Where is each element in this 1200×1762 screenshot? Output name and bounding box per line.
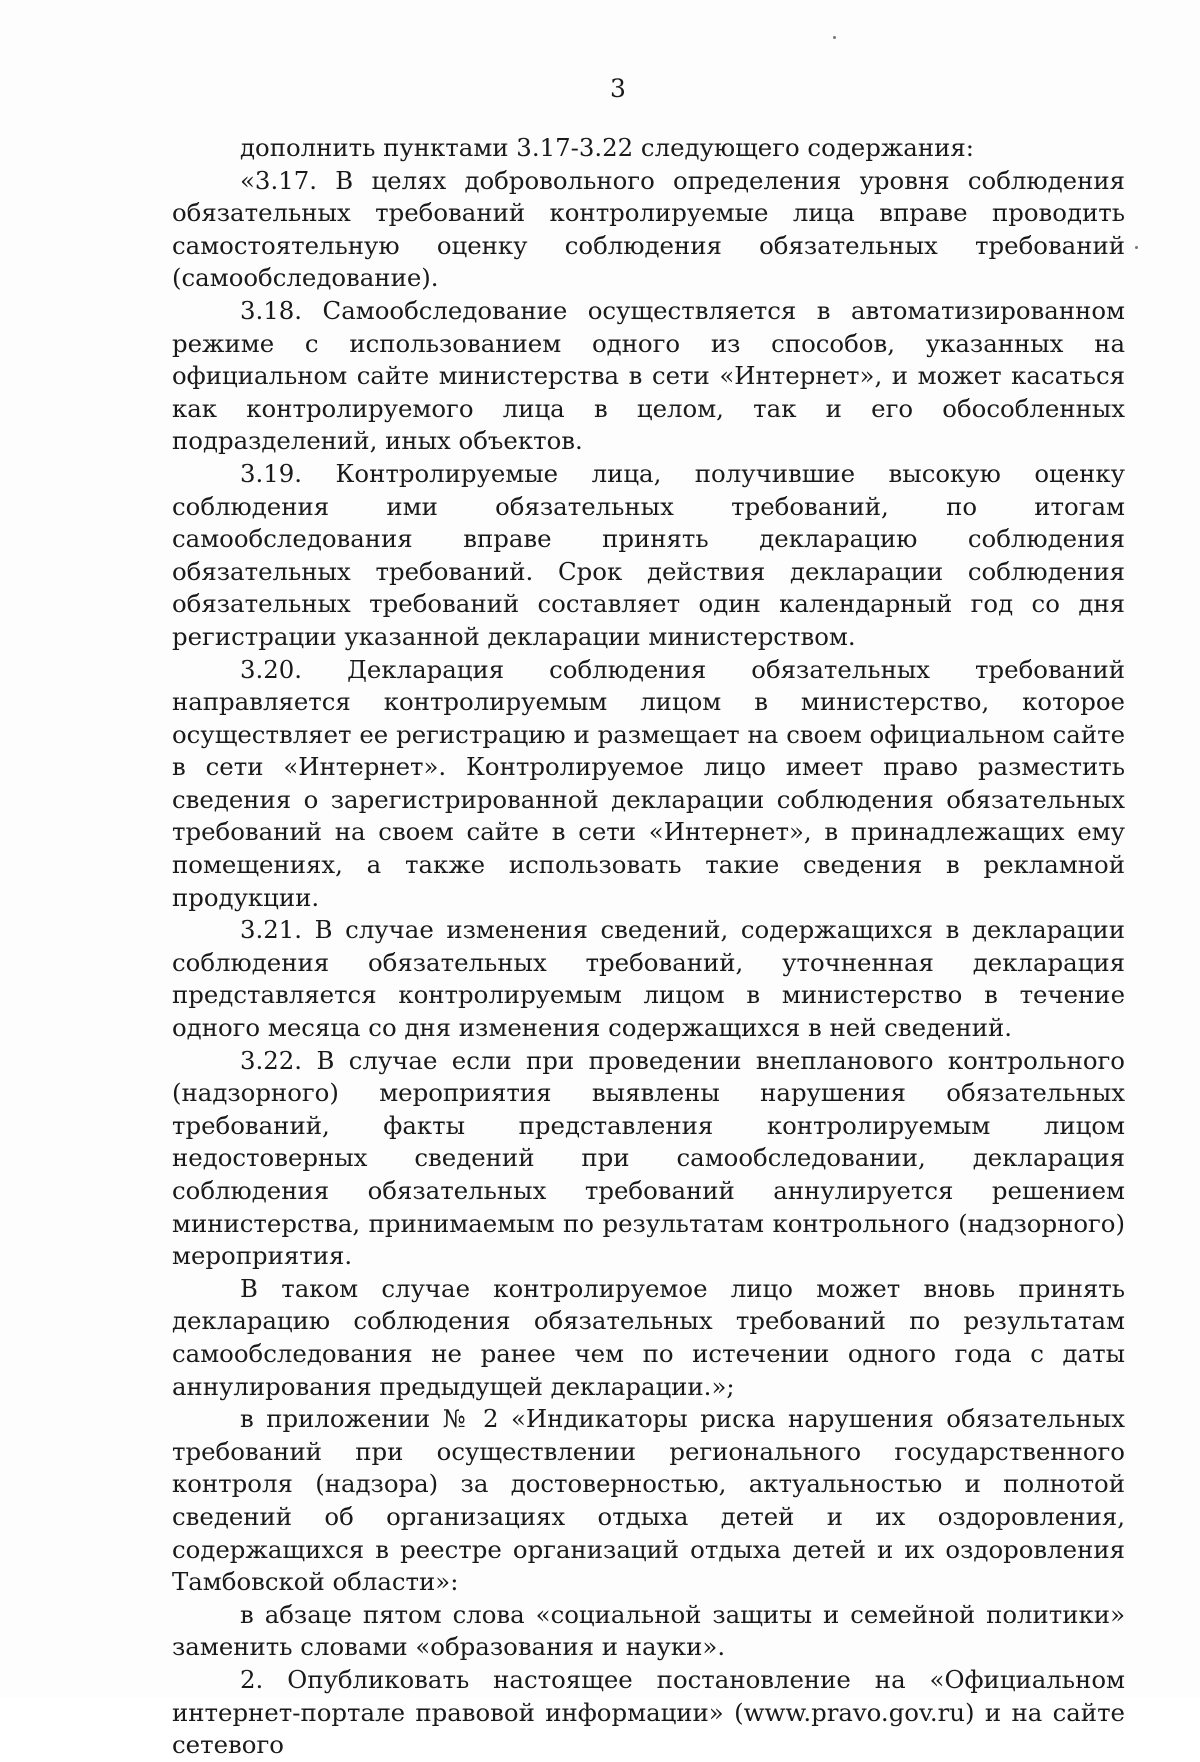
document-body — [172, 132, 1125, 1762]
paragraph-intro: дополнить пунктами 3.17-3.22 следующего содержания: — [240, 133, 974, 162]
paragraph-3-18: 3.18. Самообследование осуществляется в автоматизированном режиме с использованием одного из способов, указанных на официальном сайте министерства в сети «Интернет», и может касаться как контролируемого лица в целом, так и его обособленных подразделений, иных объектов. — [172, 295, 1125, 456]
paragraph-replacement: в абзаце пятом слова «социальной защиты и семейной политики» заменить словами «образования и науки». — [172, 1599, 1125, 1662]
paragraph-3-17: «3.17. В целях добровольного определения уровня соблюдения обязательных требований контролируемые лица вправе проводить самостоятельную оценку соблюдения обязательных требований (самообследование). — [172, 165, 1125, 293]
paragraph-3-19: 3.19. Контролируемые лица, получившие высокую оценку соблюдения ими обязательных требований, по итогам самообследования вправе принять декларацию соблюдения обязательных требований. Срок действия декларации соблюдения обязательных требований составляет один календарный год со дня регистрации указанной декларации министерством. — [172, 458, 1125, 651]
paragraph-3-20: 3.20. Декларация соблюдения обязательных требований направляется контролируемым лицом в министерство, которое осуществляет ее регистрацию и размещает на своем официальном сайте в сети «Интернет». Контролируемое лицо имеет право разместить сведения о зарегистрированной декларации соблюдения обязательных требований на своем сайте в сети «Интернет», в принадлежащих ему помещениях, а также использовать такие сведения в рекламной продукции. — [172, 654, 1125, 912]
paragraph-appendix-2: в приложении № 2 «Индикаторы риска нарушения обязательных требований при осуществлении регионального государственного контроля (надзора) за достоверностью, актуальностью и полнотой сведений об организациях отдыха детей и их оздоровления, содержащихся в реестре организаций отдыха детей и их оздоровления Тамбовской области»: — [172, 1404, 1125, 1597]
paragraph-publication: 2. Опубликовать настоящее постановление на «Официальном интернет-портале правовой информации» (www.pravo.gov.ru) и на сайте сетевого — [172, 1664, 1125, 1760]
paragraph-redeclaration: В таком случае контролируемое лицо может вновь принять декларацию соблюдения обязательных требований по результатам самообследования не ранее чем по истечении одного года с даты аннулирования предыдущей декларации.»; — [172, 1273, 1125, 1401]
scan-speck — [1135, 246, 1138, 249]
paragraph-3-22: 3.22. В случае если при проведении внепланового контрольного (надзорного) мероприятия выявлены нарушения обязательных требований, факты представления контролируемым лицом недостоверных сведений при самообследовании, декларация соблюдения обязательных требований аннулируется решением министерства, принимаемым по результатам контрольного (надзорного) мероприятия. — [172, 1045, 1125, 1271]
paragraph-3-21: 3.21. В случае изменения сведений, содержащихся в декларации соблюдения обязательных требований, уточненная декларация представляется контролируемым лицом в министерство в течение одного месяца со дня изменения содержащихся в ней сведений. — [172, 915, 1125, 1043]
page-number: 3 — [610, 74, 626, 103]
scan-speck — [833, 36, 836, 39]
